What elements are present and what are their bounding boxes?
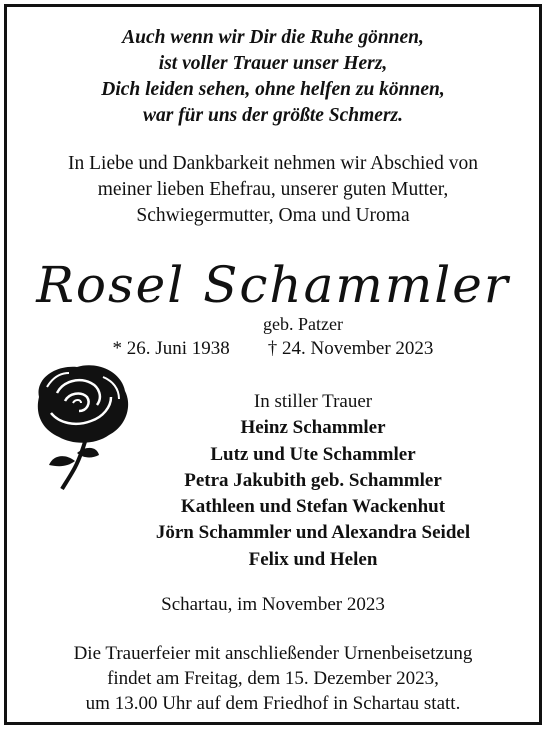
funeral-line: um 13.00 Uhr auf dem Friedhof in Schartau statt. [85, 693, 461, 714]
mourner-name: Heinz Schammler [240, 417, 386, 439]
poem-line: Dich leiden sehen, ohne helfen zu können, [101, 79, 445, 100]
deceased-name: Rosel Schammler [36, 256, 510, 314]
birth-date: * 26. Juni 1938 [112, 338, 230, 359]
mourning-heading: In stiller Trauer [253, 391, 373, 412]
poem [7, 25, 539, 129]
intro-line: In Liebe und Dankbarkeit nehmen wir Abschied von [68, 153, 478, 174]
mourners-list [87, 389, 539, 573]
poem-line: ist voller Trauer unser Herz, [158, 53, 388, 74]
mourner-name: Felix und Helen [248, 548, 378, 570]
mourner-name: Petra Jakubith geb. Schammler [184, 469, 442, 491]
maiden-name: geb. Patzer [263, 314, 343, 334]
place-and-date: Schartau, im November 2023 [161, 594, 385, 615]
funeral-notice [7, 641, 539, 716]
death-date: † 24. November 2023 [267, 338, 434, 359]
intro-line: Schwiegermutter, Oma und Uroma [136, 205, 410, 226]
mourner-name: Lutz und Ute Schammler [210, 443, 416, 465]
funeral-line: Die Trauerfeier mit anschließender Urnenbeisetzung [73, 643, 473, 664]
funeral-line: findet am Freitag, dem 15. Dezember 2023, [107, 668, 439, 689]
mourner-name: Kathleen und Stefan Wackenhut [180, 496, 446, 518]
farewell-intro [7, 151, 539, 229]
poem-line: Auch wenn wir Dir die Ruhe gönnen, [122, 27, 424, 48]
intro-line: meiner lieben Ehefrau, unserer guten Mutter, [97, 179, 449, 200]
obituary-card [4, 4, 542, 725]
poem-line: war für uns der größte Schmerz. [142, 105, 404, 126]
mourner-name: Jörn Schammler und Alexandra Seidel [155, 522, 471, 544]
